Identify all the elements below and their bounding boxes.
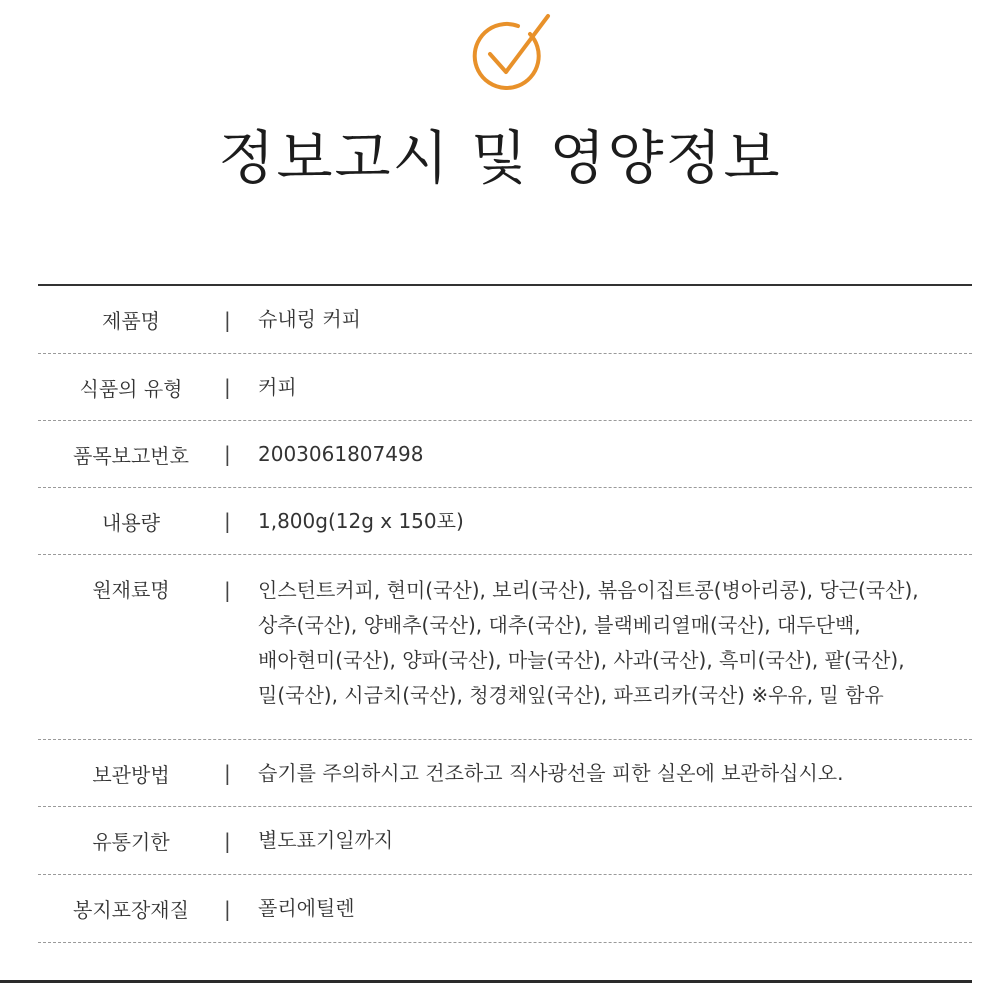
table-row-ingredients	[38, 555, 972, 740]
row-separator: |	[224, 509, 231, 533]
row-value: 습기를 주의하시고 건조하고 직사광선을 피한 실온에 보관하십시오.	[258, 760, 844, 785]
row-label: 내용량	[102, 510, 160, 535]
row-separator: |	[224, 307, 231, 332]
row-label: 식품의 유형	[79, 376, 183, 401]
check-circle-icon	[468, 10, 556, 90]
row-value: 1,800g(12g x 150포)	[258, 508, 464, 533]
table-row-expiry	[38, 807, 972, 875]
table-row-packaging	[38, 875, 972, 943]
row-value: 커피	[258, 374, 297, 399]
row-label: 품목보고번호	[73, 443, 189, 468]
table-row-report-number	[38, 421, 972, 488]
row-value: 별도표기일까지	[258, 828, 394, 852]
row-separator: |	[224, 578, 231, 602]
row-value: 폴리에틸렌	[258, 896, 355, 920]
row-label: 제품명	[102, 309, 160, 333]
table-row-net-weight	[38, 488, 972, 555]
row-value: 슈내링 커피	[258, 307, 361, 331]
ingredients-line: 상추(국산), 양배추(국산), 대추(국산), 블랙베리열매(국산), 대두단백,	[258, 613, 861, 637]
table-row-storage	[38, 740, 972, 807]
row-separator: |	[224, 761, 231, 785]
bottom-divider	[0, 980, 972, 983]
row-label: 원재료명	[92, 578, 170, 602]
row-label: 유통기한	[92, 830, 170, 854]
info-table	[38, 284, 972, 943]
ingredients-list	[258, 555, 972, 713]
table-row-food-type	[38, 354, 972, 421]
row-separator: |	[224, 896, 231, 921]
ingredients-line: 배아현미(국산), 양파(국산), 마늘(국산), 사과(국산), 흑미(국산), 팥(국산),	[258, 648, 905, 672]
ingredients-line: 밀(국산), 시금치(국산), 청경채잎(국산), 파프리카(국산) ※우유, 밀 함유	[258, 683, 884, 707]
row-value: 2003061807498	[258, 441, 424, 466]
row-separator: |	[224, 375, 231, 399]
row-separator: |	[224, 442, 231, 466]
ingredients-line: 인스턴트커피, 현미(국산), 보리(국산), 볶음이집트콩(병아리콩), 당근(국산),	[258, 578, 919, 602]
table-row-product-name	[38, 286, 972, 354]
row-label: 봉지포장재질	[73, 898, 189, 922]
row-separator: |	[224, 828, 231, 853]
page-title: 정보고시 및 영양정보	[218, 124, 782, 192]
row-label: 보관방법	[92, 762, 170, 787]
